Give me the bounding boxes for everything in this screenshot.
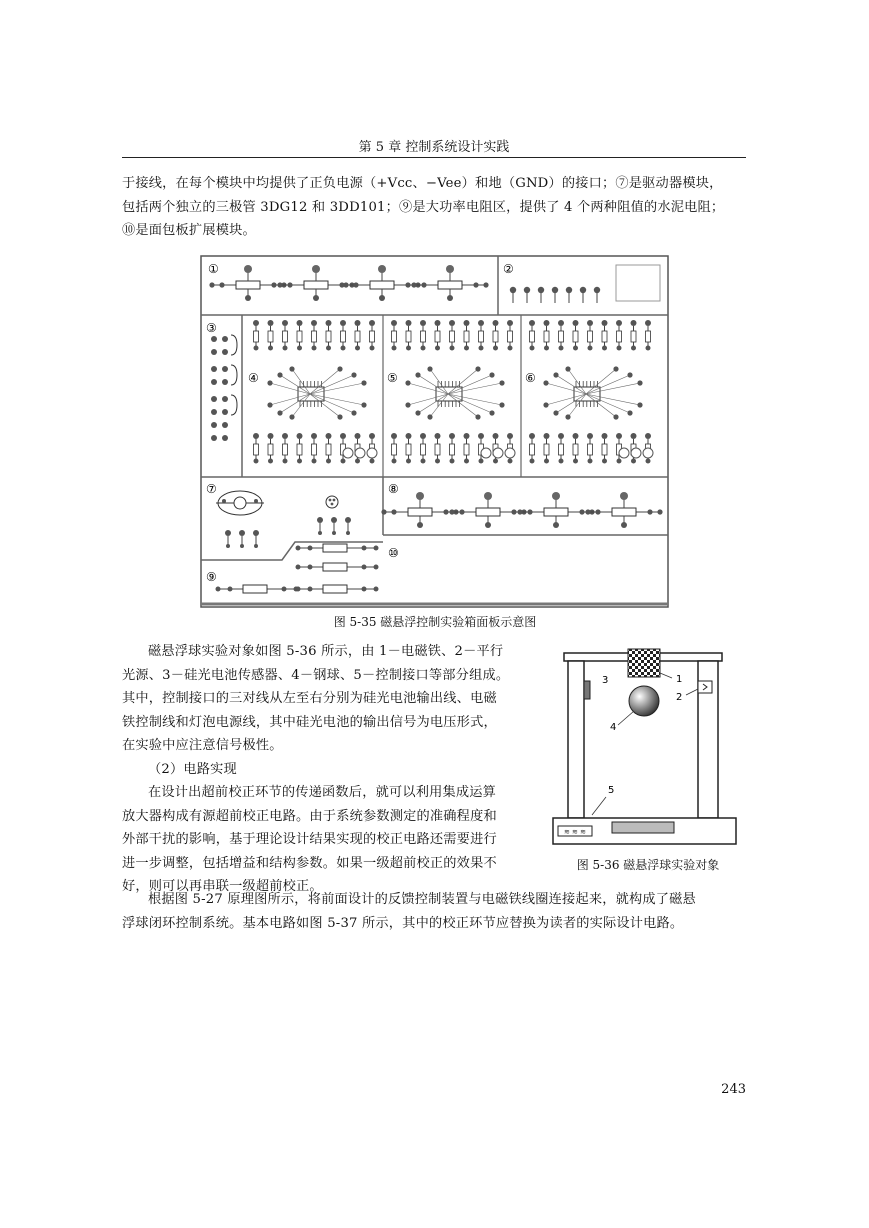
module-label: ⑤ bbox=[387, 371, 398, 385]
part-label: 5 bbox=[608, 785, 615, 796]
text-line: ⑩是面包板扩展模块。 bbox=[122, 223, 256, 238]
text-line: 进一步调整，包括增益和结构参数。如果一级超前校正的效果不 bbox=[122, 855, 497, 871]
part-label: 4 bbox=[610, 722, 617, 733]
paragraph-2 bbox=[122, 640, 527, 899]
module-label: ⑦ bbox=[206, 482, 217, 496]
text-line: 铁控制线和灯泡电源线，其中硅光电池的输出信号为电压形式， bbox=[122, 714, 497, 730]
svg-text:≋ ≋ ≋: ≋ ≋ ≋ bbox=[563, 828, 587, 836]
panel-diagram bbox=[200, 255, 670, 609]
module-label: ⑩ bbox=[388, 546, 399, 560]
module-label: ① bbox=[208, 262, 219, 276]
apparatus-diagram bbox=[548, 645, 748, 845]
header-rule bbox=[122, 157, 746, 158]
module-label: ③ bbox=[206, 321, 217, 335]
text-line: 在实验中应注意信号极性。 bbox=[122, 738, 283, 753]
text-line: 其中，控制接口的三对线从左至右分别为硅光电池输出线、电磁 bbox=[122, 691, 497, 706]
module-label: ② bbox=[503, 262, 514, 276]
part-label: 3 bbox=[602, 675, 609, 686]
figure-caption: 图 5-36 磁悬浮球实验对象 bbox=[576, 858, 720, 872]
text-line: 根据图 5-27 原理图所示，将前面设计的反馈控制装置与电磁铁线圈连接起来，就构成了磁悬 bbox=[148, 892, 696, 907]
section-heading: （2）电路实现 bbox=[148, 761, 237, 777]
paragraph-3 bbox=[122, 888, 746, 935]
part-label: 2 bbox=[676, 692, 683, 703]
part-label: 1 bbox=[676, 674, 683, 685]
paragraph-1 bbox=[122, 172, 746, 243]
text-line: 在设计出超前校正环节的传递函数后，就可以利用集成运算 bbox=[148, 785, 497, 800]
text-line: 磁悬浮球实验对象如图 5-36 所示，由 1－电磁铁、2－平行 bbox=[148, 644, 504, 659]
text-line: 放大器构成有源超前校正电路。由于系统参数测定的准确程度和 bbox=[122, 808, 497, 824]
figure-caption: 图 5-35 磁悬浮控制实验箱面板示意图 bbox=[333, 615, 537, 629]
text-line: 外部干扰的影响，基于理论设计结果实现的校正电路还需要进行 bbox=[122, 832, 497, 847]
running-header: 第 5 章 控制系统设计实践 bbox=[358, 140, 510, 155]
module-label: ⑨ bbox=[206, 570, 217, 584]
text-line: 光源、3－硅光电池传感器、4－钢球、5－控制接口等部分组成。 bbox=[122, 667, 510, 683]
text-line: 好，则可以再串联一级超前校正。 bbox=[122, 879, 323, 894]
text-line: 包括两个独立的三极管 3DG12 和 3DD101；⑨是大功率电阻区，提供了 4 个两种阻值的水泥电阻； bbox=[122, 199, 725, 215]
text-line: 于接线，在每个模块中均提供了正负电源（+Vcc、−Vee）和地（GND）的接口；⑦是驱动器模块， bbox=[122, 176, 723, 191]
page-number: 243 bbox=[721, 1082, 746, 1097]
module-label: ⑧ bbox=[388, 482, 399, 496]
module-label: ④ bbox=[248, 371, 259, 385]
module-label: ⑥ bbox=[525, 371, 536, 385]
text-line: 浮球闭环控制系统。基本电路如图 5-37 所示，其中的校正环节应替换为读者的实际设计电路。 bbox=[122, 915, 684, 931]
